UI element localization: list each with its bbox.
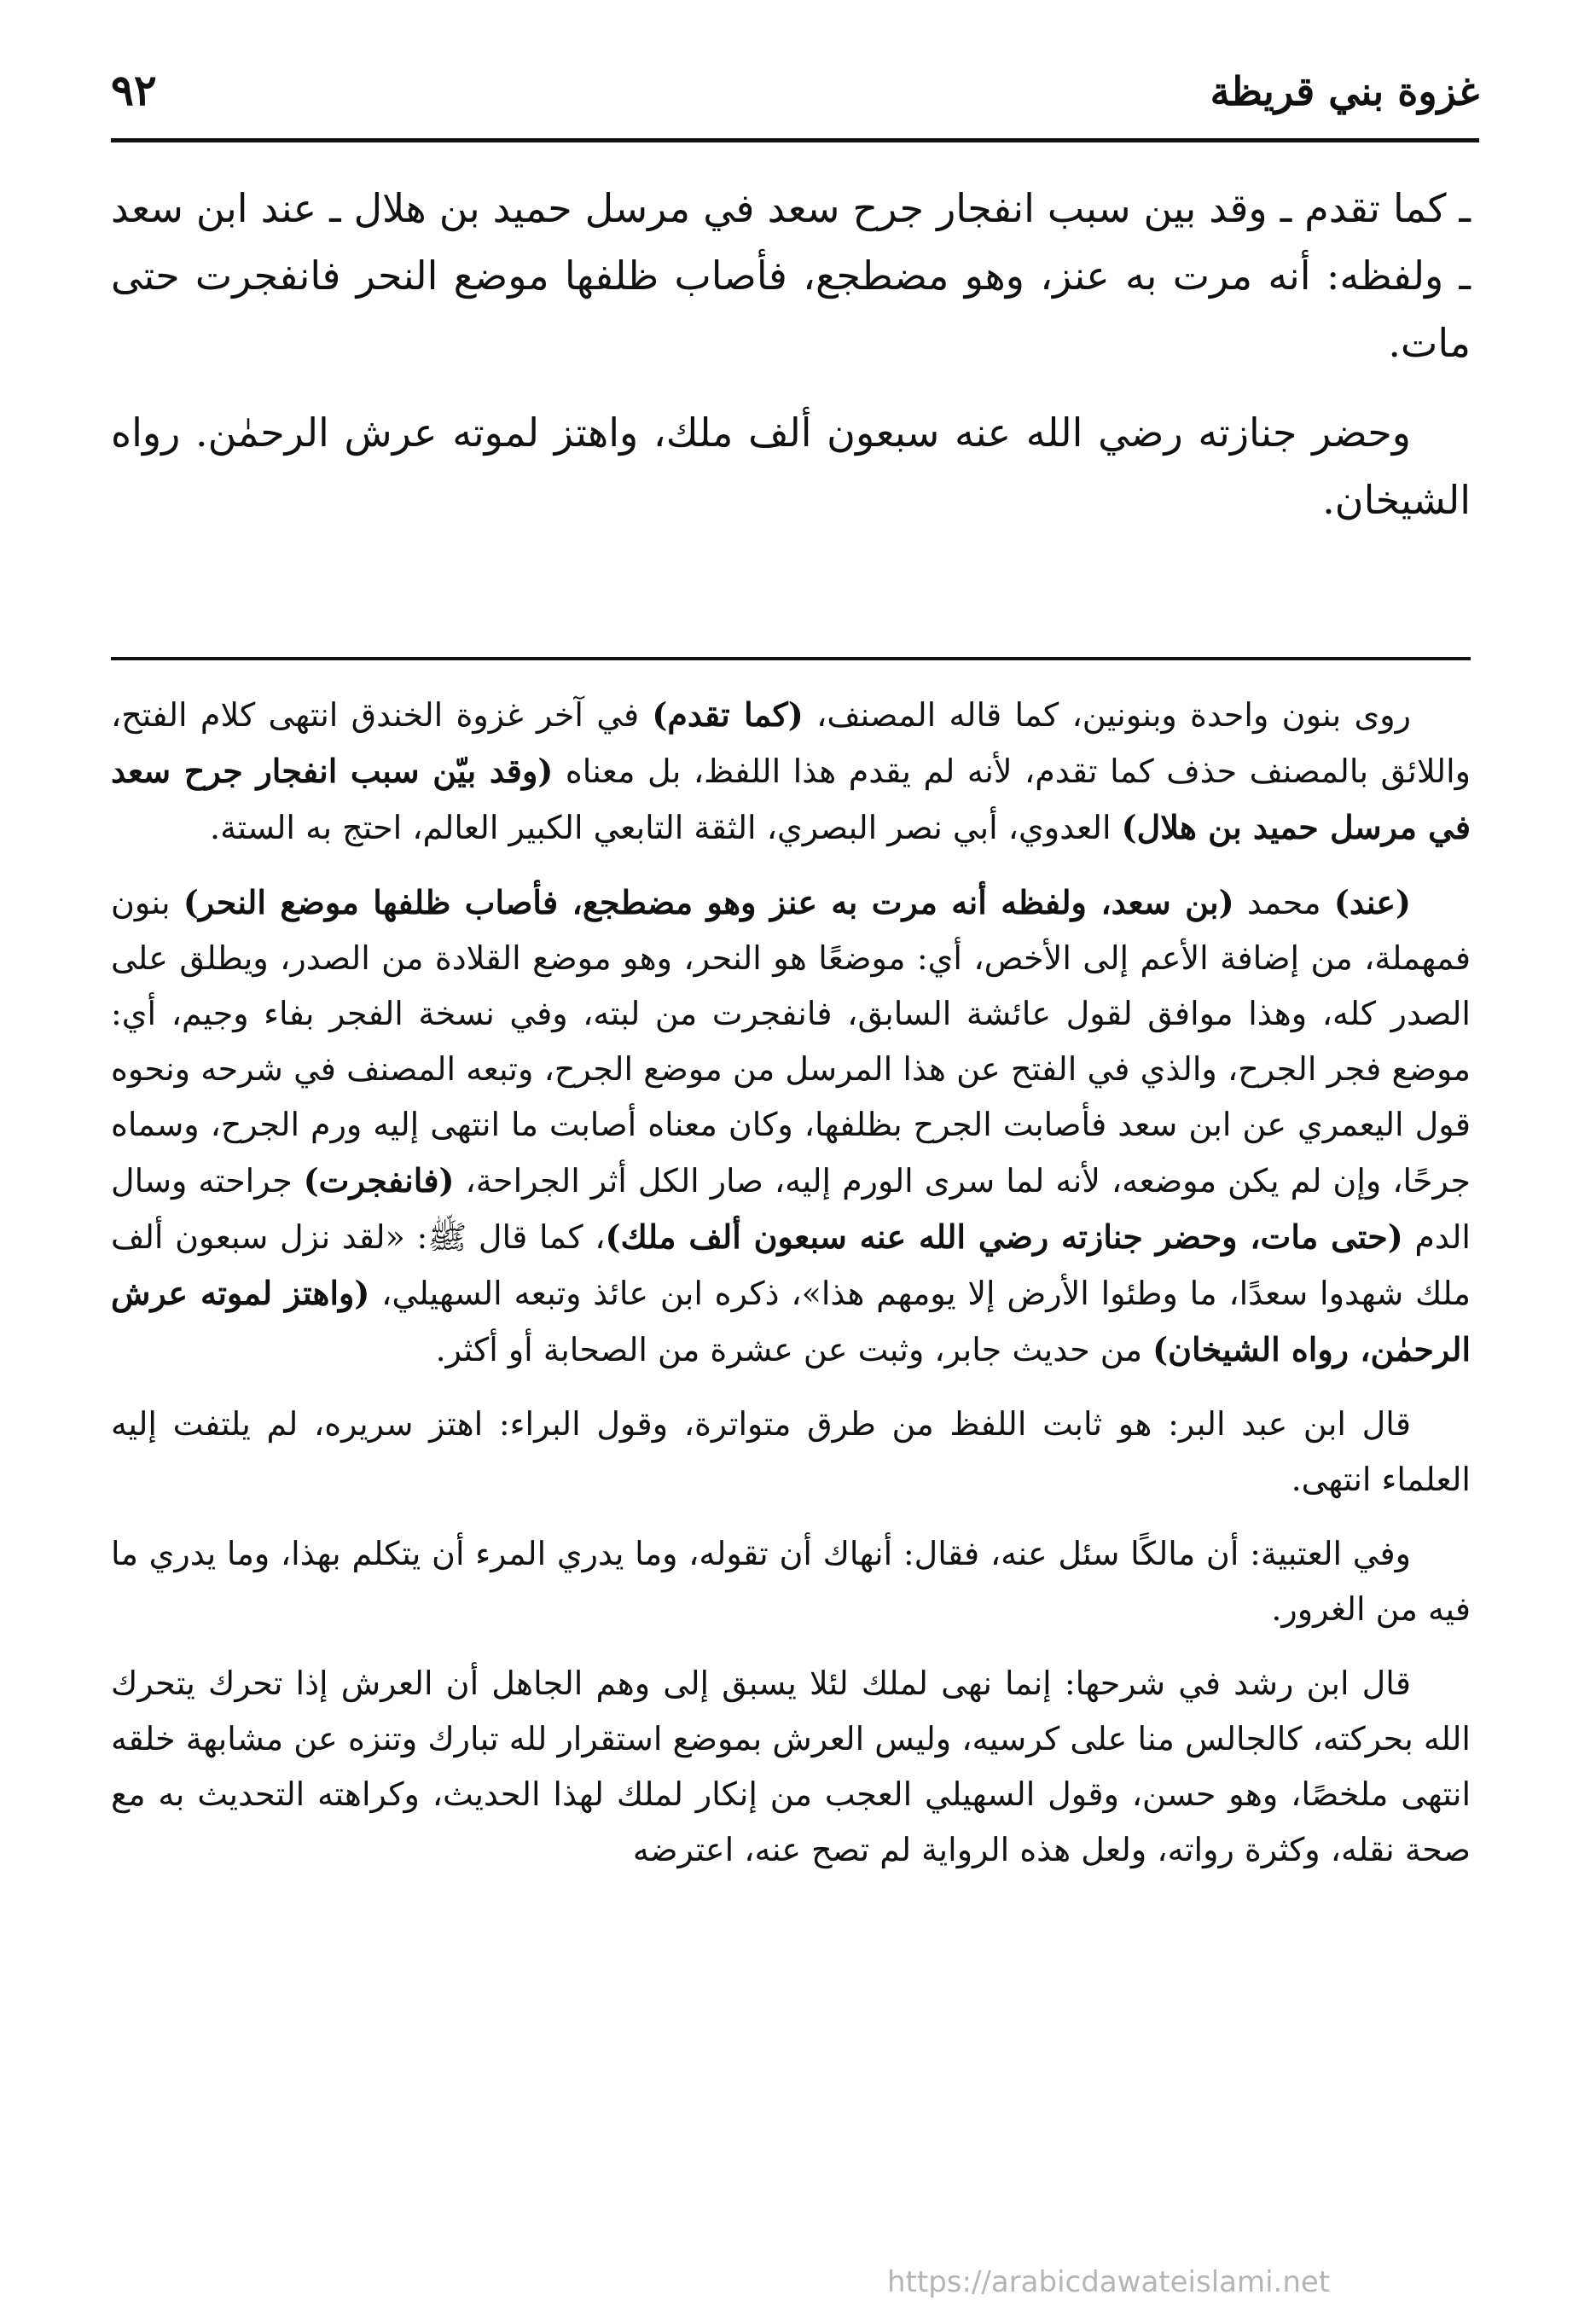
main-text xyxy=(111,175,1471,556)
commentary-text: بنون فمهملة، من إضافة الأعم إلى الأخص، أي: موضعًا هو النحر، وهو موضع القلادة من الصدر، ويطلق على الصدر كله، وهذا موافق لقول عائشة السابق، فانفجرت من لبته، وفي نسخة الفجر بفاء وجيم، أي: موضع فجر الجرح، والذي في الفتح عن هذا المرسل من موضع الجرح، وتبعه المصنف في شرحه ونحوه قول اليعمري عن ابن سعد فأصابت الجرح بظلفها، وكان معناه أصابت ما انتهى إليه ورم الجرح، وسماه جرحًا، وإن لم يكن موضعه، لأنه لما سرى الورم إليه، صار الكل أثر الجراحة، xyxy=(111,884,1471,1200)
quoted-matn: (واهتز لموته عرش الرحمٰن، رواه الشيخان) xyxy=(111,1274,1471,1368)
quoted-matn: (فانفجرت) xyxy=(303,1161,455,1200)
main-paragraph: وحضر جنازته رضي الله عنه سبعون ألف ملك، واهتز لموته عرش الرحمٰن. رواه الشيخان. xyxy=(111,410,1471,523)
quoted-matn: (وقد بيّن سبب انفجار جرح سعد في مرسل حميد بن هلال) xyxy=(111,752,1471,846)
commentary-text: محمد xyxy=(1233,884,1334,921)
quoted-matn: (عند) xyxy=(1333,883,1411,921)
commentary-paragraph: قال ابن رشد في شرحها: إنما نهى لملك لئلا يسبق إلى وهم الجاهل أن العرش إذا تحرك يتحرك الله بحركته، كالجالس منا على كرسيه، وليس العرش بموضع استقرار لله تبارك وتنزه عن مشابهة خلقه انتهى ملخصًا، وهو حسن، وقول السهيلي العجب من إنكار لملك لهذا الحديث، وكراهته التحديث به مع صحة نقله، وكثرة رواته، ولعل هذه الرواية لم تصح عنه، اعترضه xyxy=(111,1665,1471,1868)
commentary-text: ، كما قال ﷺ: «لقد نزل سبعون ألف ملك شهدوا سعدًا، ما وطئوا الأرض إلا يومهم هذا»، ذكره ابن عائذ وتبعه السهيلي، xyxy=(111,1218,1471,1312)
page-header xyxy=(111,60,1479,131)
main-paragraph: ـ كما تقدم ـ وقد بين سبب انفجار جرح سعد في مرسل حميد بن هلال ـ عند ابن سعد ـ ولفظه: أنه مرت به عنز، وهو مضطجع، فأصاب ظلفها موضع النحر فانفجرت حتى مات. xyxy=(111,185,1471,366)
commentary-paragraph xyxy=(111,687,1471,856)
commentary-text: روى بنون واحدة وبنونين، كما قاله المصنف، xyxy=(803,696,1411,734)
commentary-text: من حديث جابر، وثبت عن عشرة من الصحابة أو أكثر. xyxy=(435,1331,1153,1368)
commentary-paragraph: وفي العتبية: أن مالكًا سئل عنه، فقال: أنهاك أن تقوله، وما يدري المرء أن يتكلم بهذا، وما يدري ما فيه من الغرور. xyxy=(111,1535,1471,1628)
header-rule xyxy=(111,138,1479,142)
commentary xyxy=(111,687,1471,1897)
quoted-matn: (حتى مات، وحضر جنازته رضي الله عنه سبعون ألف ملك) xyxy=(605,1217,1403,1256)
footnote-divider xyxy=(111,657,1471,660)
commentary-paragraph: قال ابن عبد البر: هو ثابت اللفظ من طرق متواترة، وقول البراء: اهتز سريره، لم يلتفت إليه العلماء انتهى. xyxy=(111,1405,1471,1498)
commentary-text: في آخر غزوة الخندق انتهى كلام الفتح، واللائق بالمصنف حذف كما تقدم، لأنه لم يقدم هذا اللفظ، بل معناه xyxy=(111,696,1471,790)
commentary-text: جراحته وسال الدم xyxy=(111,1162,1471,1256)
running-title: غزوة بني قريظة xyxy=(1210,68,1479,114)
quoted-matn: (بن سعد، ولفظه أنه مرت به عنز وهو مضطجع، فأصاب ظلفها موضع النحر) xyxy=(183,883,1234,921)
page-number: ٩٢ xyxy=(111,65,157,115)
watermark-url: https://arabicdawateislami.net xyxy=(887,2265,1331,2299)
quoted-matn: (كما تقدم) xyxy=(652,695,804,734)
commentary-paragraph xyxy=(111,874,1471,1378)
commentary-text: العدوي، أبي نصر البصري، الثقة التابعي الكبير العالم، احتج به الستة. xyxy=(210,809,1122,846)
